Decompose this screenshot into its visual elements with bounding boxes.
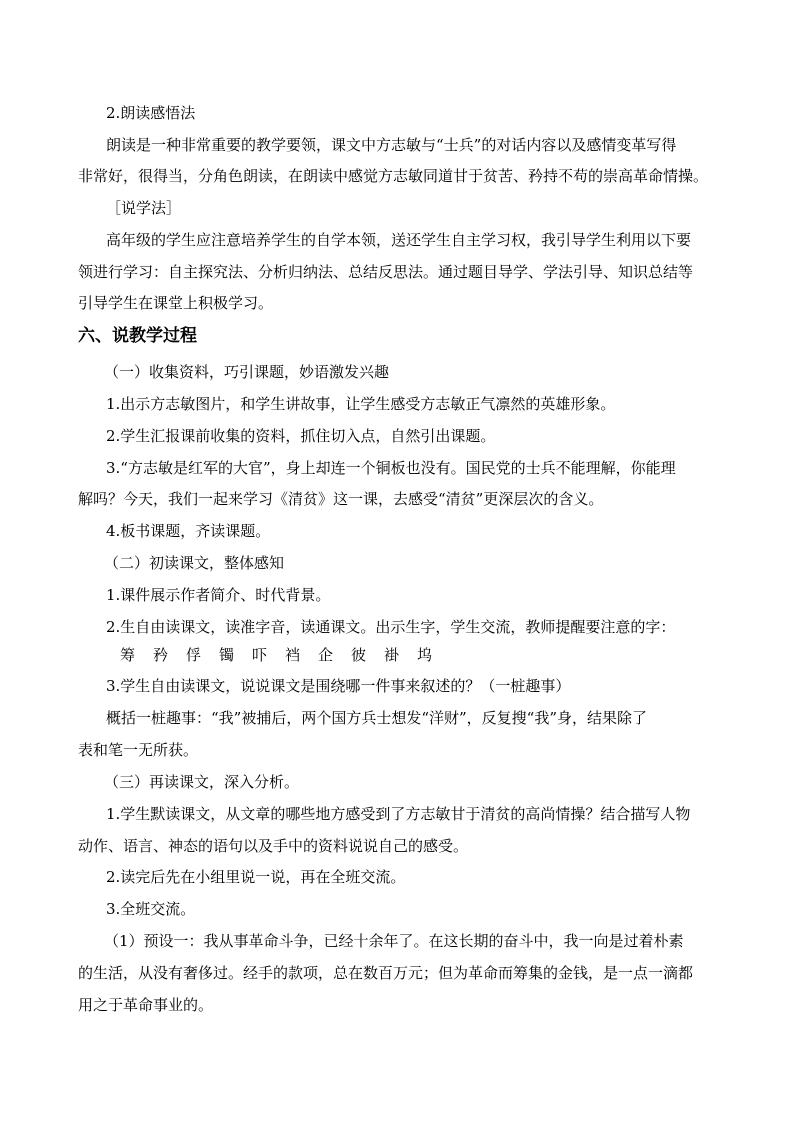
paragraph-line: 高年级的学生应注意培养学生的自学本领，送还学生自主学习权，我引导学生利用以下要 xyxy=(106,231,692,249)
paragraph-line: 朗读是一种非常重要的教学要领，课文中方志敏与“士兵”的对话内容以及感情变革写得 xyxy=(106,136,677,154)
new-char: 裆 xyxy=(285,646,301,664)
list-item: 2.学生汇报课前收集的资料，抓住切入点，自然引出课题。 xyxy=(106,427,496,445)
list-item: 3.“方志敏是红军的大官”，身上却连一个铜板也没有。国民党的士兵不能理解，你能理 xyxy=(106,459,676,477)
subsection-reading-method: 2.朗读感悟法 xyxy=(106,104,196,122)
paragraph-line: 概括一桩趣事：“我”被捕后，两个国方兵士想发“洋财”，反复搜“我”身，结果除了 xyxy=(106,709,648,727)
list-item: 2.生自由读课文，读准字音，读通课文。出示生字，学生交流，教师提醒要注意的字： xyxy=(106,618,676,636)
subheading: （三）再读课文，深入分析。 xyxy=(104,773,300,791)
list-item-continuation: 动作、语言、神态的语句以及手中的资料说说自己的感受。 xyxy=(78,837,469,855)
list-item: 1.课件展示作者简介、时代背景。 xyxy=(106,586,331,604)
paragraph-line: 用之于革命事业的。 xyxy=(78,996,214,1014)
paragraph-line: 领进行学习：自主探究法、分析归纳法、总结反思法。通过题目导学、学法引导、知识总结等 xyxy=(78,263,694,281)
subheading: （一）收集资料，巧引课题，妙语激发兴趣 xyxy=(104,363,390,381)
new-char: 矜 xyxy=(153,646,169,664)
new-char: 褂 xyxy=(384,646,400,664)
list-item: 3.全班交流。 xyxy=(106,900,196,918)
list-item: （1）预设一：我从事革命斗争，已经十余年了。在这长期的奋斗中，我一向是过着朴素 xyxy=(104,932,684,950)
new-char: 企 xyxy=(318,646,334,664)
paragraph-line: 引导学生在课堂上积极学习。 xyxy=(78,294,274,312)
new-char: 俘 xyxy=(186,646,202,664)
list-item: 2.读完后先在小组里说一说，再在全班交流。 xyxy=(106,868,406,886)
list-item: 1.出示方志敏图片，和学生讲故事，让学生感受方志敏正气凛然的英雄形象。 xyxy=(106,395,616,413)
paragraph-line: 表和笔一无所获。 xyxy=(78,741,199,759)
section-heading: 六、说教学过程 xyxy=(78,326,197,346)
new-char: 彼 xyxy=(351,646,367,664)
list-item: 3.学生自由读课文，说说课文是围绕哪一件事来叙述的？（一桩趣事） xyxy=(106,677,571,695)
new-char: 筹 xyxy=(120,646,136,664)
new-characters-row xyxy=(120,645,450,665)
list-item-continuation: 解吗？今天，我们一起来学习《清贫》这一课，去感受“清贫”更深层次的含义。 xyxy=(78,490,604,508)
new-char: 坞 xyxy=(417,646,433,664)
new-char: 吓 xyxy=(252,646,268,664)
paragraph-line: 的生活，从没有奢侈过。经手的款项，总在数百万元；但为革命而筹集的金钱，是一点一滴都 xyxy=(78,964,694,982)
subheading: （二）初读课文，整体感知 xyxy=(104,554,285,572)
list-item: 4.板书课题，齐读课题。 xyxy=(106,522,271,540)
list-item: 1.学生默读课文，从文章的哪些地方感受到了方志敏甘于清贫的高尚情操？结合描写人物 xyxy=(106,805,691,823)
new-char: 镯 xyxy=(219,646,235,664)
section-label-learning-method: ［说学法］ xyxy=(106,199,182,217)
paragraph-line: 非常好，很得当，分角色朗读，在朗读中感觉方志敏同道甘于贫苦、矜持不苟的崇高革命情操。 xyxy=(78,167,709,185)
